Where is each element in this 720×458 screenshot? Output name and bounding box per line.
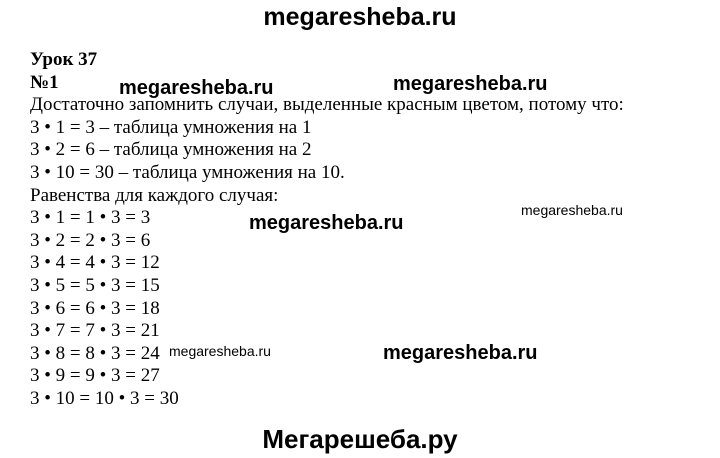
equality-line: 3 • 1 = 1 • 3 = 3 bbox=[30, 207, 151, 229]
equality-line: 3 • 8 = 8 • 3 = 24 bbox=[30, 342, 160, 364]
watermark: megaresheba.ru bbox=[249, 212, 404, 234]
equality-line: 3 • 9 = 9 • 3 = 27 bbox=[30, 365, 160, 387]
watermark: megaresheba.ru bbox=[383, 342, 538, 364]
watermark: megaresheba.ru bbox=[393, 73, 548, 95]
watermark: megaresheba.ru bbox=[119, 77, 274, 99]
equality-line: 3 • 10 = 10 • 3 = 30 bbox=[30, 387, 179, 409]
watermark: megaresheba.ru bbox=[521, 202, 623, 218]
case-line: 3 • 1 = 3 – таблица умножения на 1 bbox=[30, 116, 312, 138]
watermark: megaresheba.ru bbox=[169, 343, 271, 359]
intro-text: Достаточно запомнить случаи, выделенные красным цветом, потому что: bbox=[30, 94, 624, 116]
equality-line: 3 • 6 = 6 • 3 = 18 bbox=[30, 297, 160, 319]
lesson-title: Урок 37 bbox=[30, 49, 98, 70]
equalities-title: Равенства для каждого случая: bbox=[30, 184, 279, 206]
equality-line: 3 • 7 = 7 • 3 = 21 bbox=[30, 320, 160, 342]
site-header-logo: megaresheba.ru bbox=[263, 3, 457, 31]
equality-line: 3 • 5 = 5 • 3 = 15 bbox=[30, 274, 160, 296]
equality-line: 3 • 2 = 2 • 3 = 6 bbox=[30, 229, 151, 251]
case-line: 3 • 2 = 6 – таблица умножения на 2 bbox=[30, 139, 312, 161]
case-line: 3 • 10 = 30 – таблица умножения на 10. bbox=[30, 161, 345, 183]
task-number: №1 bbox=[30, 71, 59, 93]
site-footer-logo: Мегарешеба.ру bbox=[262, 424, 458, 454]
equality-line: 3 • 4 = 4 • 3 = 12 bbox=[30, 252, 160, 274]
